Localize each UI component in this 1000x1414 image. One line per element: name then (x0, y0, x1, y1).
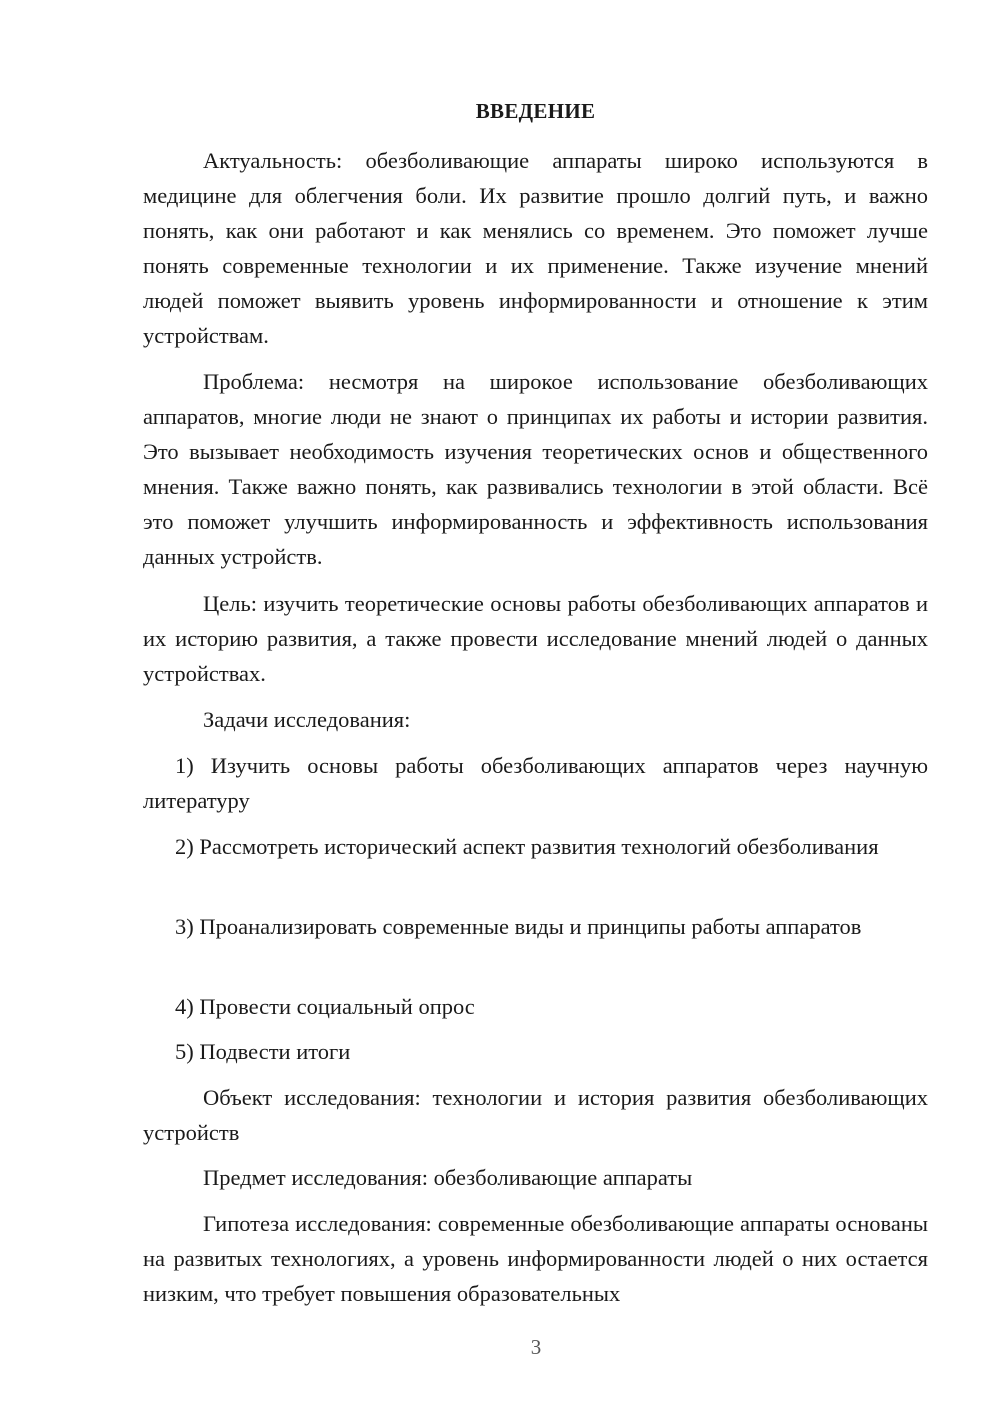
page-title: ВВЕДЕНИЕ (475, 99, 596, 123)
page-number: 3 (530, 1335, 542, 1359)
paragraph-problem: Проблема: несмотря на широкое использование обезболивающих аппаратов, многие люди не знают о принципах их работы и истории развития. Это вызывает необходимость изучения теоретических основ и общественного мнения. Также важно понять, как развивались технологии в этой области. Всё это поможет улучшить информированность и эффективность использования данных устройств. (143, 369, 928, 569)
task-item-2: 2) Рассмотреть исторический аспект развития технологий обезболивания (175, 834, 879, 859)
task-item-5: 5) Подвести итоги (175, 1039, 351, 1064)
tasks-heading: Задачи исследования: (203, 707, 411, 732)
paragraph-object: Объект исследования: технологии и история развития обезболивающих устройств (143, 1085, 928, 1145)
paragraph-goal: Цель: изучить теоретические основы работы обезболивающих аппаратов и их историю развития, а также провести исследование мнений людей о данных устройствах. (143, 591, 928, 686)
paragraph-relevance: Актуальность: обезболивающие аппараты широко используются в медицине для облегчения боли. Их развитие прошло долгий путь, и важно понять, как они работают и как менялись со временем. Это поможет лучше понять современные технологии и их применение. Также изучение мнений людей поможет выявить уровень информированности и отношение к этим устройствам. (143, 148, 928, 348)
paragraph-hypothesis: Гипотеза исследования: современные обезболивающие аппараты основаны на развитых технологиях, а уровень информированности людей о них остается низким, что требует повышения образовательных (143, 1211, 928, 1306)
task-item-3: 3) Проанализировать современные виды и принципы работы аппаратов (175, 914, 862, 939)
paragraph-subject: Предмет исследования: обезболивающие аппараты (203, 1165, 693, 1190)
task-item-1: 1) Изучить основы работы обезболивающих аппаратов через научную литературу (143, 753, 928, 813)
task-item-4: 4) Провести социальный опрос (175, 994, 475, 1019)
